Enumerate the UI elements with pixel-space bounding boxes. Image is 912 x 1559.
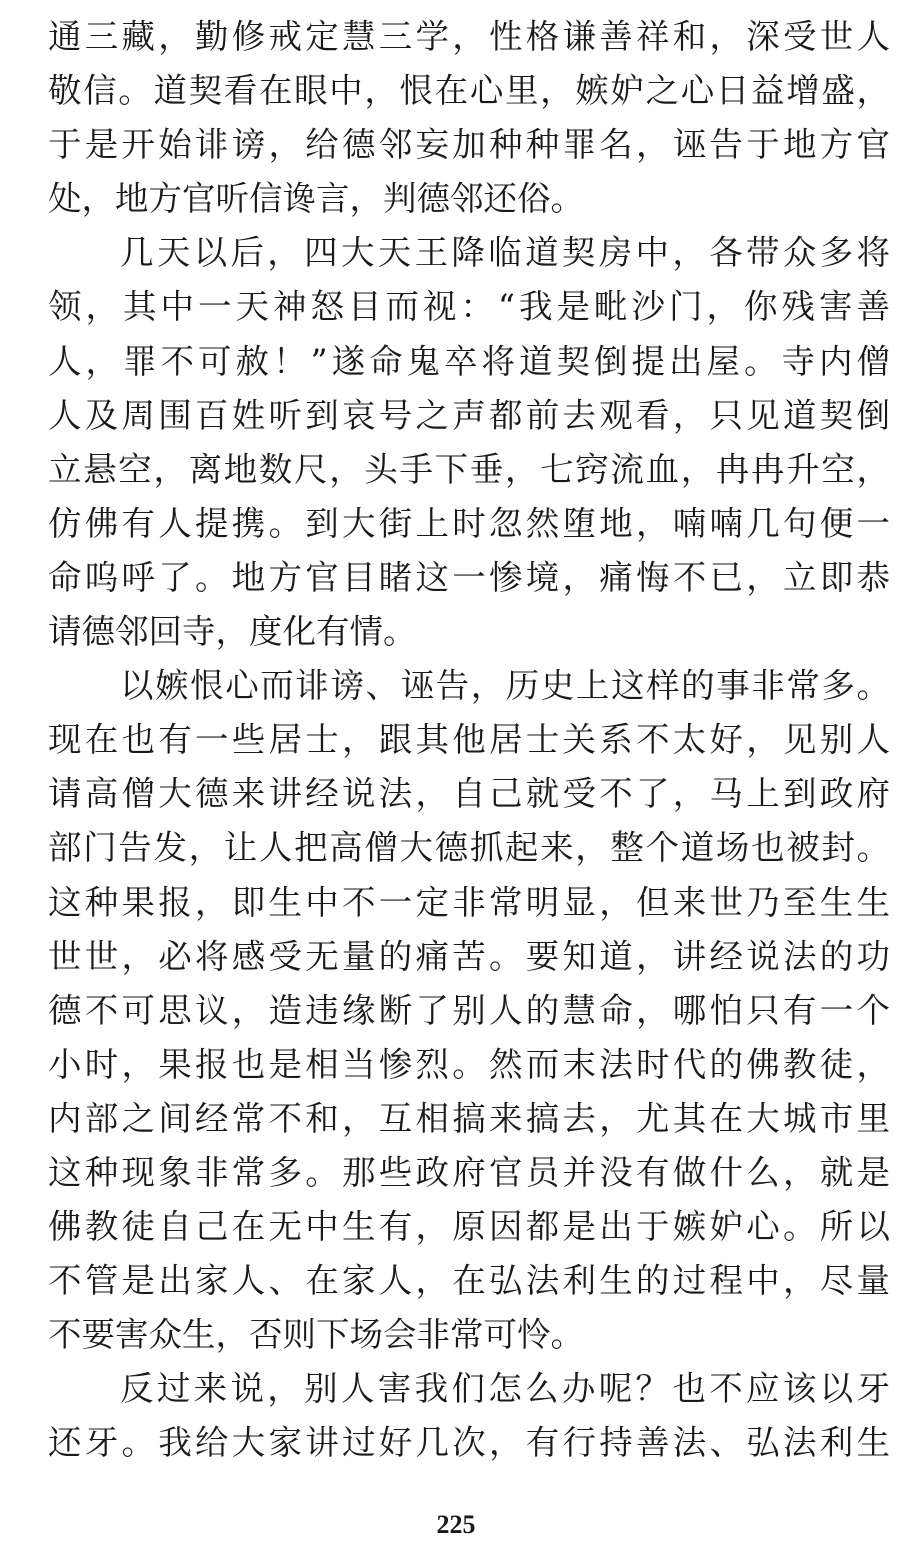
page-body <box>48 10 890 1471</box>
text-line: 人及周围百姓听到哀号之声都前去观看，只见道契倒 <box>48 395 890 435</box>
text-line: 领，其中一天神怒目而视：“我是毗沙门，你残害善 <box>48 287 890 327</box>
text-line: 佛教徒自己在无中生有，原因都是出于嫉妒心。所以 <box>48 1207 890 1247</box>
text-line: 小时，果报也是相当惨烈。然而末法时代的佛教徒， <box>48 1044 890 1084</box>
text-line: 命呜呼了。地方官目睹这一惨境，痛悔不已，立即恭 <box>48 557 890 597</box>
text-line: 这种果报，即生中不一定非常明显，但来世乃至生生 <box>48 882 890 922</box>
text-line: 处，地方官听信谗言，判德邻还俗。 <box>48 179 584 219</box>
text-line: 反过来说，别人害我们怎么办呢？也不应该以牙 <box>120 1369 890 1409</box>
text-line: 世世，必将感受无量的痛苦。要知道，讲经说法的功 <box>48 936 890 976</box>
text-line: 部门告发，让人把高僧大德抓起来，整个道场也被封。 <box>48 828 890 868</box>
text-line: 请德邻回寺，度化有情。 <box>48 612 417 652</box>
text-line: 于是开始诽谤，给德邻妄加种种罪名，诬告于地方官 <box>48 125 890 165</box>
text-line: 德不可思议，造违缘断了别人的慧命，哪怕只有一个 <box>48 990 890 1030</box>
text-line: 仿佛有人提携。到大街上时忽然堕地，喃喃几句便一 <box>48 503 890 543</box>
text-line: 还牙。我给大家讲过好几次，有行持善法、弘法利生 <box>48 1423 890 1463</box>
text-line: 人，罪不可赦！”遂命鬼卒将道契倒提出屋。寺内僧 <box>48 341 890 381</box>
text-line: 几天以后，四大天王降临道契房中，各带众多将 <box>120 233 890 273</box>
text-line: 通三藏，勤修戒定慧三学，性格谦善祥和，深受世人 <box>48 17 890 56</box>
paragraph <box>48 1362 890 1470</box>
paragraph <box>48 10 890 226</box>
text-line: 不管是出家人、在家人，在弘法利生的过程中，尽量 <box>48 1261 890 1301</box>
text-line: 现在也有一些居士，跟其他居士关系不太好，见别人 <box>48 720 890 760</box>
text-line: 内部之间经常不和，互相搞来搞去，尤其在大城市里 <box>48 1098 890 1138</box>
paragraph <box>48 226 890 659</box>
paragraph <box>48 659 890 1362</box>
page-number: 225 <box>436 1510 476 1539</box>
text-line: 以嫉恨心而诽谤、诬告，历史上这样的事非常多。 <box>120 666 890 706</box>
text-line: 立悬空，离地数尺，头手下垂，七窍流血，冉冉升空， <box>48 449 890 489</box>
text-line: 敬信。道契看在眼中，恨在心里，嫉妒之心日益增盛， <box>48 71 890 111</box>
text-line: 不要害众生，否则下场会非常可怜。 <box>48 1315 584 1355</box>
text-line: 请高僧大德来讲经说法，自己就受不了，马上到政府 <box>48 774 890 814</box>
text-line: 这种现象非常多。那些政府官员并没有做什么，就是 <box>48 1152 890 1192</box>
